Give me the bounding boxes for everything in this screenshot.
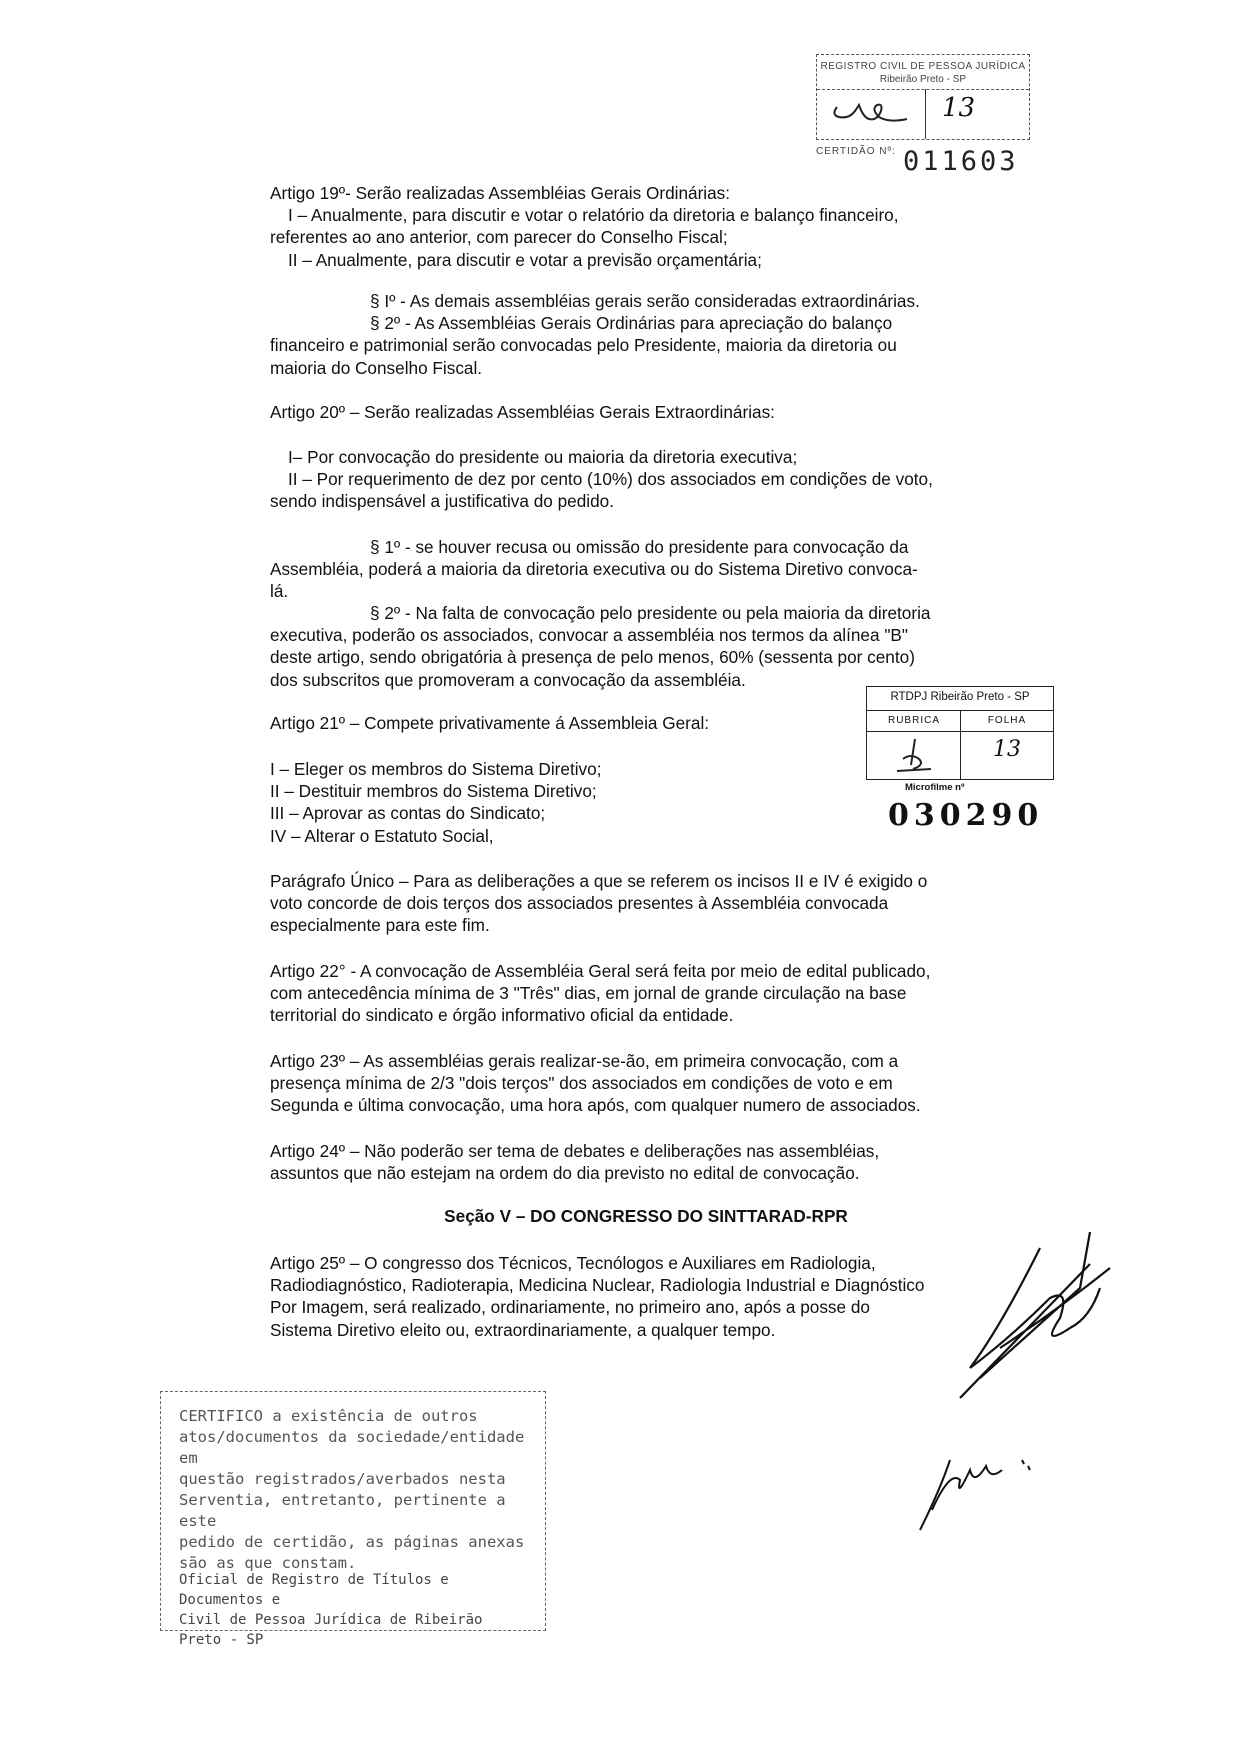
- article-24: [270, 1140, 1022, 1184]
- registry-stamp-title: REGISTRO CIVIL DE PESSOA JURÍDICA: [820, 61, 1026, 72]
- rubrica-signature: [889, 735, 939, 775]
- article-20-item-i: I– Por convocação do presidente ou maioria da diretoria executiva;: [288, 447, 798, 467]
- initials-signature: [910, 1430, 1040, 1540]
- article-23-line: Segunda e última convocação, uma hora após, com qualquer numero de associados.: [270, 1095, 921, 1116]
- article-19-paragraph-1: § Iº - As demais assembléias gerais serão consideradas extraordinárias.: [370, 291, 920, 311]
- article-20-paragraph-1-line: § 1º - se houver recusa ou omissão do presidente para convocação da: [370, 537, 909, 557]
- article-19-item-ii: II – Anualmente, para discutir e votar a previsão orçamentária;: [288, 249, 762, 270]
- article-20-paragraph-2: [270, 602, 1022, 691]
- article-22-line: com antecedência mínima de 3 "Três" dias, em jornal de grande circulação na base: [270, 983, 907, 1004]
- registry-stamp: [816, 54, 1030, 140]
- article-21-title: Artigo 21º – Compete privativamente á Assembleia Geral:: [270, 713, 710, 733]
- rtdpj-stamp-divider: [867, 731, 1053, 732]
- article-19-paragraphs: [270, 290, 1022, 379]
- article-21-paragrafo-unico: [270, 870, 1022, 937]
- article-20-paragraph-2-line: § 2º - Na falta de convocação pelo presidente ou pela maioria da diretoria: [370, 603, 931, 623]
- article-24-line: Artigo 24º – Não poderão ser tema de debates e deliberações nas assembléias,: [270, 1141, 880, 1161]
- article-19-item-i: I – Anualmente, para discutir e votar o relatório da diretoria e balanço financeiro,: [288, 205, 899, 226]
- registry-stamp-divider: [817, 89, 1029, 90]
- article-24-line: assuntos que não estejam na ordem do dia previsto no edital de convocação.: [270, 1163, 860, 1184]
- article-19-title: Artigo 19º- Serão realizadas Assembléias Gerais Ordinárias:: [270, 183, 731, 203]
- article-25: [270, 1252, 1022, 1341]
- article-23-line: presença mínima de 2/3 "dois terços" dos associados em condições de voto e em: [270, 1073, 893, 1094]
- article-23-line: Artigo 23º – As assembléias gerais realizar-se-ão, em primeira convocação, com a: [270, 1051, 899, 1071]
- paragrafo-unico-line: especialmente para este fim.: [270, 915, 490, 936]
- article-20-item-ii-cont: sendo indispensável a justificativa do pedido.: [270, 491, 614, 512]
- certification-line: questão registrados/averbados nesta: [179, 1470, 506, 1488]
- article-20-items: [270, 446, 1022, 513]
- handwritten-signature: [940, 1228, 1120, 1408]
- microfilme-number: 030290: [888, 798, 1044, 833]
- article-19-paragraph-2: § 2º - As Assembléias Gerais Ordinárias para apreciação do balanço: [370, 313, 893, 334]
- article-20-title: Artigo 20º – Serão realizadas Assembléias Gerais Extraordinárias:: [270, 402, 775, 422]
- article-19-paragraph-2-cont: financeiro e patrimonial serão convocadas pelo Presidente, maioria da diretoria ou: [270, 335, 897, 356]
- section-v-heading: Seção V – DO CONGRESSO DO SINTTARAD-RPR: [444, 1206, 848, 1226]
- article-20-paragraph-2-line: deste artigo, sendo obrigatória à presença de pelo menos, 60% (sessenta por cento): [270, 647, 915, 668]
- article-20-item-ii: II – Por requerimento de dez por cento (10%) dos associados em condições de voto,: [288, 469, 933, 490]
- article-21-items: [270, 758, 870, 847]
- rtdpj-folha-label: FOLHA: [987, 715, 1027, 726]
- article-20-paragraph-2-line: dos subscritos que promoveram a convocação da assembléia.: [270, 669, 746, 690]
- paragrafo-unico-line: voto concorde de dois terços dos associados presentes à Assembléia convocada: [270, 893, 889, 914]
- certification-line: atos/documentos da sociedade/entidade em: [179, 1428, 525, 1467]
- registry-initials-signature: [829, 93, 913, 133]
- certification-line: Serventia, entretanto, pertinente a este: [179, 1491, 506, 1530]
- certification-stamp: [160, 1391, 546, 1648]
- article-23: [270, 1050, 1022, 1117]
- article-25-line: Por Imagem, será realizado, ordinariamente, no primeiro ano, após a posse do: [270, 1297, 870, 1318]
- article-25-line: Sistema Diretivo eleito ou, extraordinariamente, a qualquer tempo.: [270, 1319, 776, 1340]
- article-19-paragraph-2-end: maioria do Conselho Fiscal.: [270, 357, 483, 378]
- article-25-line: Artigo 25º – O congresso dos Técnicos, Tecnólogos e Auxiliares em Radiologia,: [270, 1253, 876, 1273]
- article-20-paragraph-1: [270, 536, 1022, 603]
- article-22: [270, 960, 1022, 1027]
- rtdpj-rubrica-label: RUBRICA: [887, 715, 940, 726]
- certification-office: [179, 1570, 531, 1650]
- rtdpj-stamp: [866, 686, 1054, 780]
- article-22-line: Artigo 22° - A convocação de Assembléia Geral será feita por meio de edital publicado,: [270, 961, 931, 981]
- registry-stamp-vertical-divider: [925, 89, 926, 139]
- article-22-line: territorial do sindicato e órgão informativo oficial da entidade.: [270, 1005, 734, 1026]
- certification-line: pedido de certidão, as páginas anexas: [179, 1533, 525, 1551]
- certification-line: são as que constam.: [179, 1554, 357, 1572]
- article-25-line: Radiodiagnóstico, Radioterapia, Medicina Nuclear, Radiologia Industrial e Diagnóstico: [270, 1275, 925, 1296]
- article-21-item-iii: III – Aprovar as contas do Sindicato;: [270, 803, 546, 824]
- paragrafo-unico-line: Parágrafo Único – Para as deliberações a que se referem os incisos II e IV é exigido o: [270, 871, 928, 891]
- article-19: [270, 182, 1022, 271]
- article-20-paragraph-1-line: Assembléia, poderá a maioria da diretoria executiva ou do Sistema Diretivo convoca-: [270, 559, 918, 580]
- registry-stamp-city: Ribeirão Preto - SP: [879, 74, 967, 85]
- certification-office-line: Oficial de Registro de Títulos e Documentos e: [179, 1572, 449, 1608]
- microfilme-label: Microfilme nº: [905, 782, 965, 793]
- article-21-item-i: I – Eleger os membros do Sistema Diretivo;: [270, 759, 602, 779]
- certidao-number: 011603: [903, 146, 1019, 177]
- rtdpj-folio: 13: [993, 737, 1021, 762]
- article-19-item-i-cont: referentes ao ano anterior, com parecer do Conselho Fiscal;: [270, 227, 728, 248]
- certification-text: [179, 1406, 531, 1574]
- rtdpj-stamp-title: RTDPJ Ribeirão Preto - SP: [890, 691, 1030, 703]
- article-21-item-iv: IV – Alterar o Estatuto Social,: [270, 825, 494, 846]
- article-21-item-ii: II – Destituir membros do Sistema Diretivo;: [270, 781, 597, 802]
- article-20-paragraph-2-line: executiva, poderão os associados, convocar a assembléia nos termos da alínea "B": [270, 625, 908, 646]
- article-20-paragraph-1-line: lá.: [270, 581, 289, 602]
- certidao-label: CERTIDÃO Nº:: [816, 146, 896, 157]
- certification-line: CERTIFICO a existência de outros: [179, 1407, 478, 1425]
- certification-office-line: Civil de Pessoa Jurídica de Ribeirão Preto - SP: [179, 1612, 483, 1648]
- registry-stamp-folio: 13: [942, 93, 976, 123]
